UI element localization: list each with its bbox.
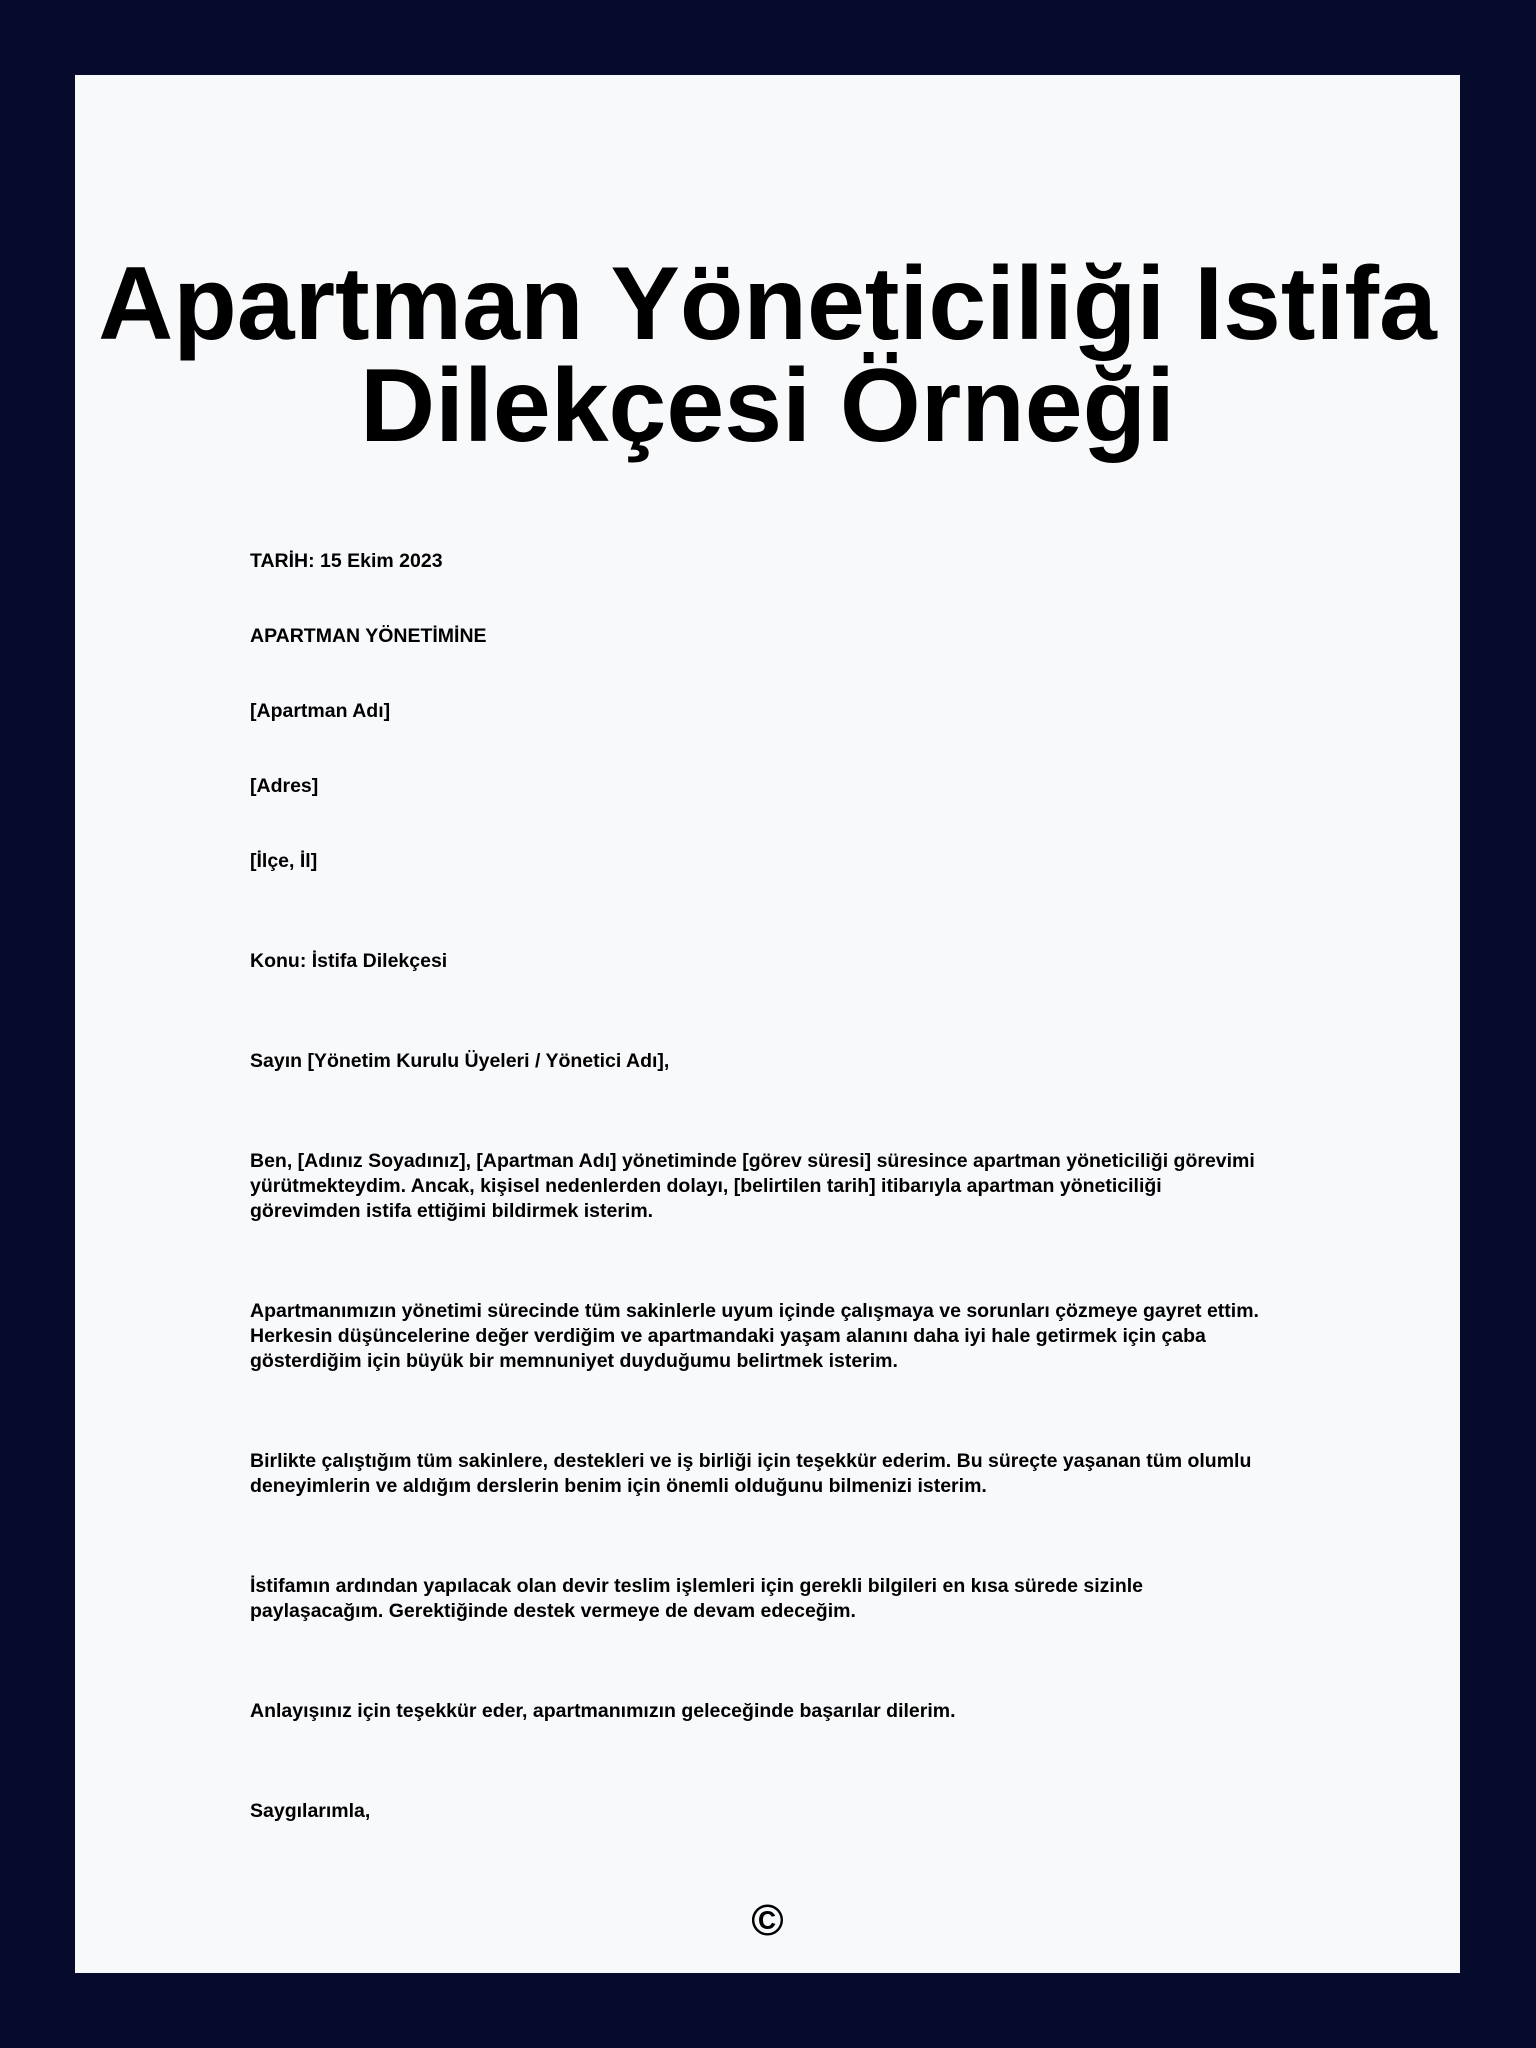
body-paragraph: Birlikte çalıştığım tüm sakinlere, destekleri ve iş birliği için teşekkür ederim. Bu süreçte yaşanan tüm olumlu deneyimlerin ve aldığım derslerin benim için önemli olduğunu bilmenizi isterim.: [250, 1450, 1252, 1497]
closing-line: Saygılarımla,: [250, 1800, 371, 1822]
district-city-line: [İlçe, İl]: [250, 850, 318, 872]
document-title: Apartman Yöneticiliği Istifa Dilekçesi Örneği: [98, 246, 1437, 464]
apartment-name-line: [Apartman Adı]: [250, 700, 391, 722]
date-line: TARİH: 15 Ekim 2023: [250, 550, 443, 572]
body-paragraph: Anlayışınız için teşekkür eder, apartmanımızın geleceğinde başarılar dilerim.: [250, 1700, 956, 1722]
body-paragraph: Ben, [Adınız Soyadınız], [Apartman Adı] yönetiminde [görev süresi] süresince apartman yöneticiliği görevimi yürütmekteydim. Ancak, kişisel nedenlerden dolayı, [belirtilen tarih] itibarıyla apartman yöneticiliği görevimden istifa ettiğimi bildirmek isterim.: [250, 1150, 1255, 1222]
document-page: [75, 75, 1460, 1973]
body-paragraph: İstifamın ardından yapılacak olan devir teslim işlemleri için gerekli bilgileri en kısa sürede sizinle paylaşacağım. Gerektiğinde destek vermeye de devam edeceğim.: [250, 1575, 1144, 1622]
recipient-line: APARTMAN YÖNETİMİNE: [250, 625, 487, 647]
copyright-icon: ©: [751, 1896, 784, 1945]
address-line: [Adres]: [250, 775, 319, 797]
body-paragraph: Apartmanımızın yönetimi sürecinde tüm sakinlerle uyum içinde çalışmaya ve sorunları çözmeye gayret ettim. Herkesin düşüncelerine değer verdiğim ve apartmandaki yaşam alanını daha iyi hale getirmek için çaba gösterdiğim için büyük bir memnuniyet duyduğumu belirtmek isterim.: [250, 1300, 1259, 1372]
subject-line: Konu: İstifa Dilekçesi: [250, 950, 448, 972]
salutation-line: Sayın [Yönetim Kurulu Üyeleri / Yönetici Adı],: [250, 1050, 670, 1072]
